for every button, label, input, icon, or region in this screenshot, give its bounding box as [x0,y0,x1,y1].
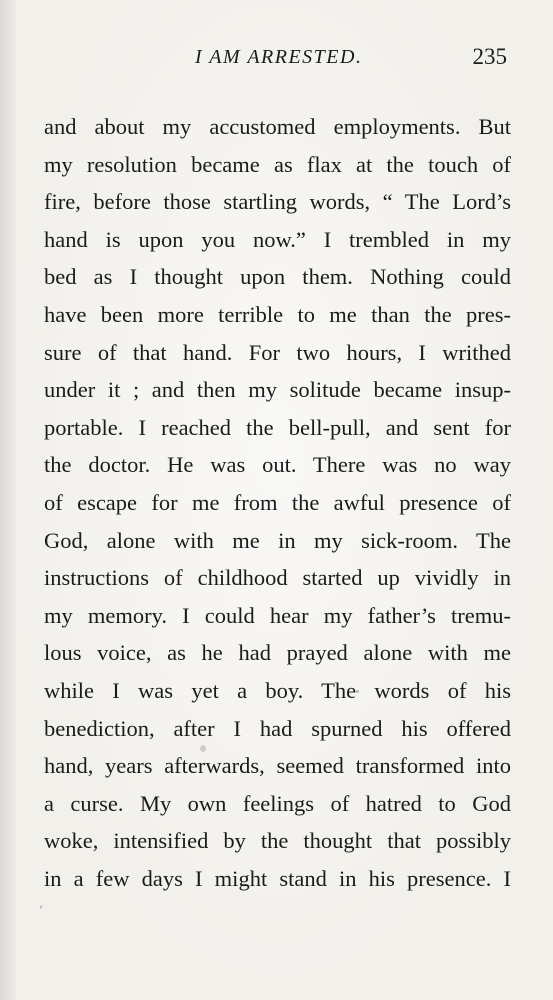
body-text [44,108,511,897]
page-number: 235 [472,44,507,69]
text-line: benediction, after I had spurned his offered [44,715,511,741]
paper-speck [200,745,206,752]
text-line: bed as I thought upon them. Nothing could [44,264,511,290]
text-line: in a few days I might stand in his presence. I [44,865,511,891]
paper-speck [40,905,42,909]
text-line: my resolution became as flax at the touch of [44,151,511,177]
text-line: lous voice, as he had prayed alone with me [44,640,511,666]
text-line: fire, before those startling words, “ The Lord’s [44,189,511,215]
text-line: hand is upon you now.” I trembled in my [44,226,511,252]
text-line: and about my accustomed employments. But [44,114,511,139]
text-line: sure of that hand. For two hours, I writhed [44,339,511,365]
text-line: portable. I reached the bell-pull, and sent for [44,414,511,440]
text-line: under it ; and then my solitude became insup- [44,377,511,403]
text-line: a curse. My own feelings of hatred to God [44,790,511,816]
text-line: the doctor. He was out. There was no way [44,452,511,478]
paper-speck [356,690,359,693]
text-line: while I was yet a boy. The words of his [44,677,511,703]
text-line: of escape for me from the awful presence of [44,489,511,515]
running-title: I AM ARRESTED. [195,46,363,68]
gutter-shadow [0,0,18,1000]
text-line: hand, years afterwards, seemed transformed into [44,753,511,779]
text-line: have been more terrible to me than the pres- [44,301,511,327]
text-line: woke, intensified by the thought that possibly [44,828,511,854]
text-line: God, alone with me in my sick-room. The [44,527,511,553]
text-line: instructions of childhood started up vividly in [44,565,511,591]
text-line: my memory. I could hear my father’s tremu- [44,602,511,628]
